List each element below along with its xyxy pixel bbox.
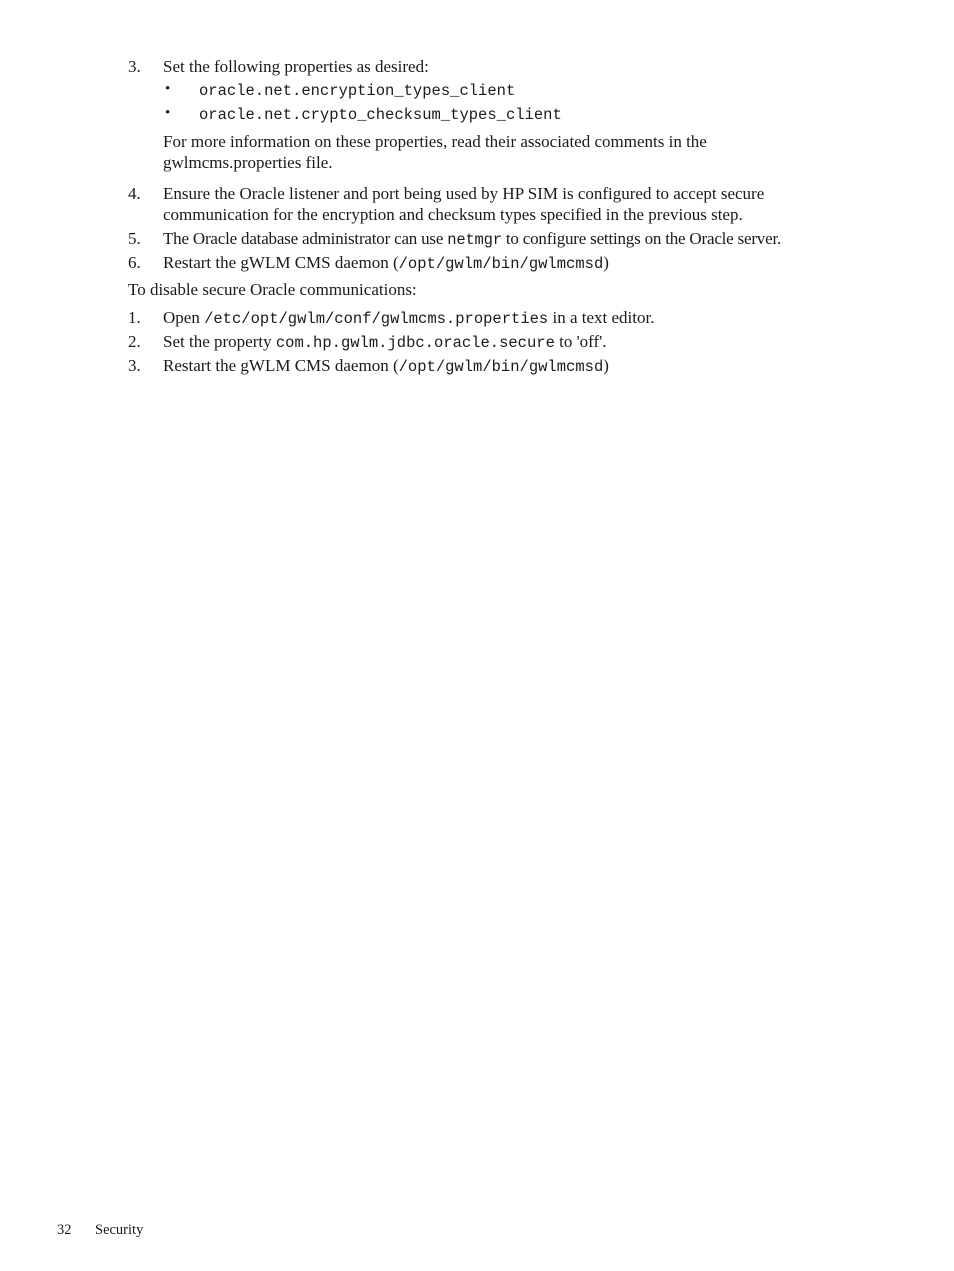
list-item-text: communication for the encryption and checksum types specified in the previous step. — [163, 205, 743, 224]
bullet-icon: • — [165, 105, 171, 121]
text-segment: in a text editor. — [548, 308, 655, 327]
list-item-text: Set the following properties as desired: — [163, 57, 429, 76]
text-segment: Open — [163, 308, 205, 327]
text-segment: ) — [603, 253, 609, 272]
list-item-text: Ensure the Oracle listener and port being used by HP SIM is configured to accept secure — [163, 184, 765, 203]
list-item-text — [163, 308, 654, 328]
code-property: com.hp.gwlm.jdbc.oracle.secure — [275, 334, 555, 352]
list-number: 5. — [128, 229, 141, 248]
text-segment: Restart the gWLM CMS daemon ( — [163, 253, 399, 272]
bullet-icon: • — [165, 81, 171, 97]
note-text: For more information on these properties, read their associated comments in the — [163, 132, 707, 151]
list-item-text — [163, 253, 609, 273]
list-number: 2. — [128, 332, 141, 351]
list-number: 6. — [128, 253, 141, 272]
note-text: gwlmcms.properties file. — [163, 153, 333, 172]
text-segment: ) — [603, 356, 609, 375]
code-command: netmgr — [447, 231, 502, 249]
list-number: 3. — [128, 356, 141, 375]
property-name: oracle.net.crypto_checksum_types_client — [199, 106, 562, 124]
list-number: 4. — [128, 184, 141, 203]
text-segment: Set the property — [163, 332, 276, 351]
list-item-text — [163, 229, 781, 249]
footer-section-title: Security — [95, 1222, 144, 1238]
list-number: 1. — [128, 308, 141, 327]
property-name: oracle.net.encryption_types_client — [199, 82, 516, 100]
code-path: /etc/opt/gwlm/conf/gwlmcms.properties — [204, 310, 549, 328]
text-segment: Restart the gWLM CMS daemon ( — [163, 356, 399, 375]
text-segment: to 'off'. — [554, 332, 607, 351]
list-number: 3. — [128, 57, 141, 76]
text-segment: The Oracle database administrator can use — [163, 229, 448, 248]
page-number: 32 — [57, 1222, 72, 1238]
code-path: /opt/gwlm/bin/gwlmcmsd — [398, 255, 604, 273]
code-path: /opt/gwlm/bin/gwlmcmsd — [398, 358, 604, 376]
list-item-text — [163, 356, 609, 376]
list-item-text — [163, 332, 607, 352]
disable-intro: To disable secure Oracle communications: — [128, 280, 417, 299]
text-segment: to configure settings on the Oracle server. — [501, 229, 782, 248]
